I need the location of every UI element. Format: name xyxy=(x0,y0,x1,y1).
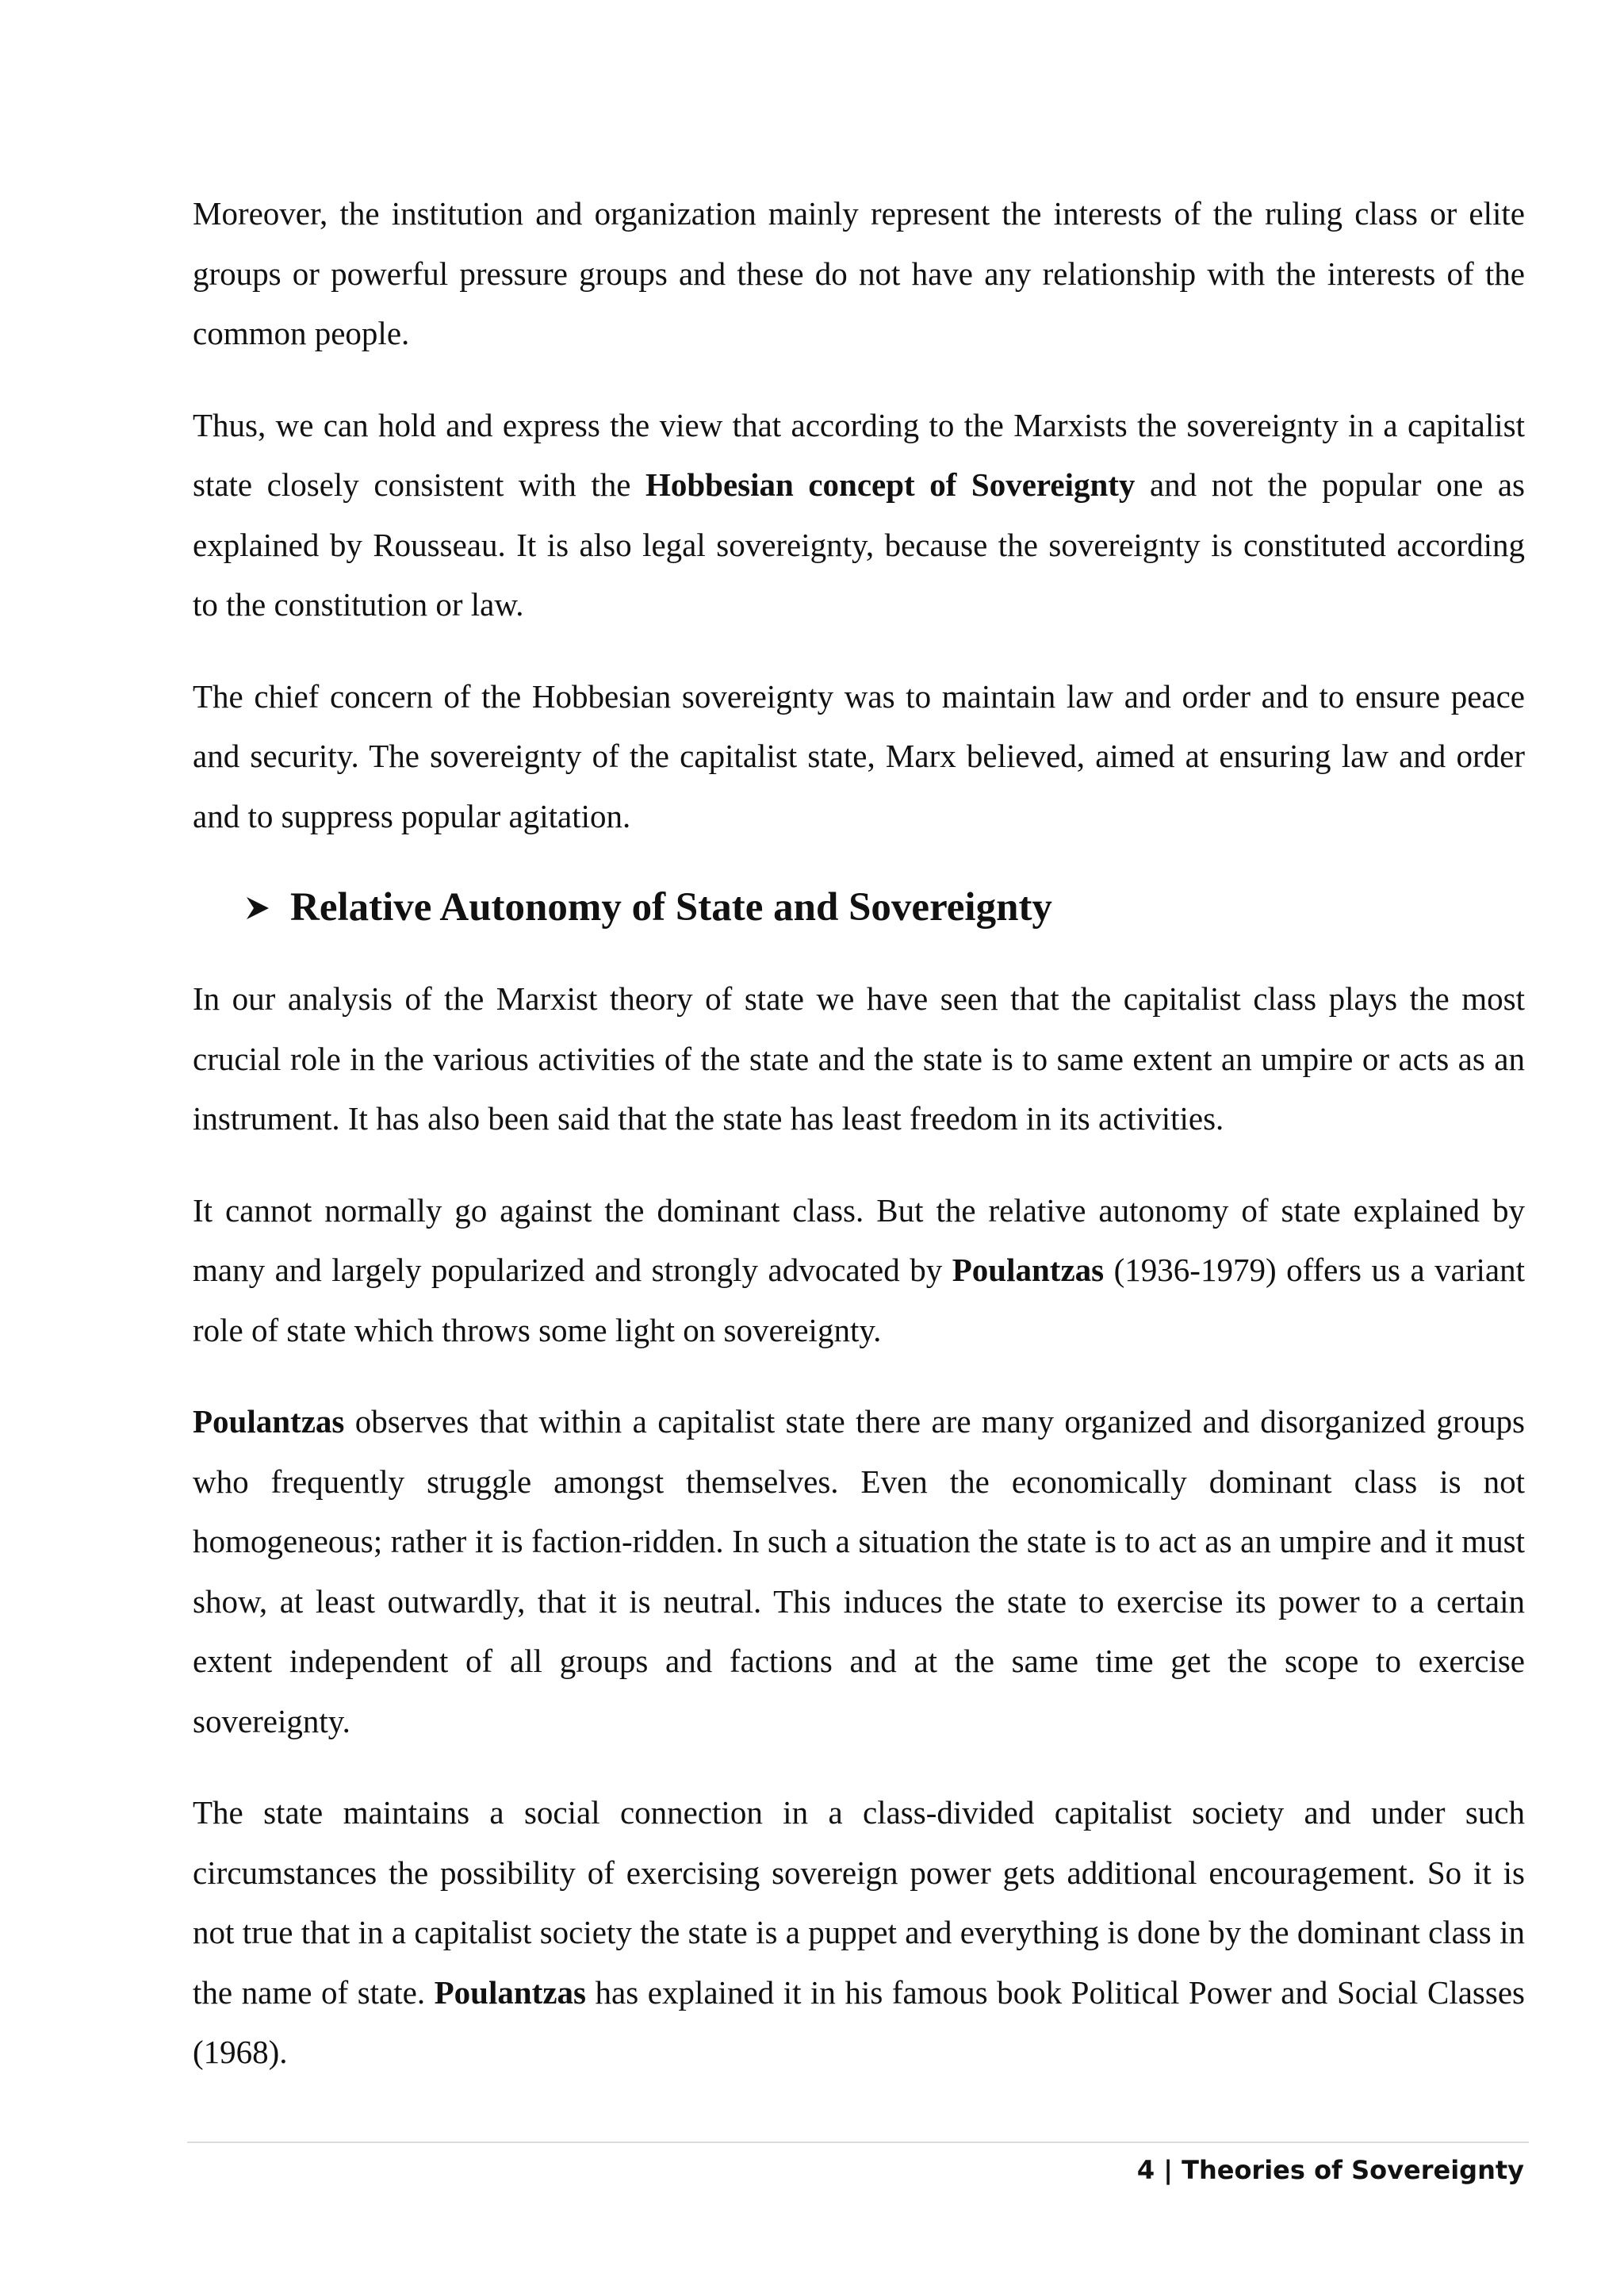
page-body xyxy=(193,184,1525,2115)
footer-title: Theories of Sovereignty xyxy=(1182,2155,1524,2185)
arrow-bullet-icon xyxy=(244,895,271,922)
bold-term: Poulantzas xyxy=(193,1403,345,1440)
paragraph-5: It cannot normally go against the dominant class. But the relative autonomy of state explained by many and largely popularized and strongly advocated by Poulantzas (1936-1979) offers us a variant role of state which throws some light on sovereignty. xyxy=(193,1191,1525,1348)
page-footer xyxy=(1137,2153,1524,2188)
bold-term: Hobbesian concept of Sovereignty xyxy=(645,466,1136,503)
paragraph-1: Moreover, the institution and organization mainly represent the interests of the ruling class or elite groups or powerful pressure groups and these do not have any relationship with the interests of the common people. xyxy=(193,195,1525,351)
paragraph-3: The chief concern of the Hobbesian sovereignty was to maintain law and order and to ensure peace and security. The sovereignty of the capitalist state, Marx believed, aimed at ensuring law and order and to suppress popular agitation. xyxy=(193,677,1525,834)
footer-separator: | xyxy=(1163,2155,1173,2185)
paragraph-4: In our analysis of the Marxist theory of state we have seen that the capitalist class plays the most crucial role in the various activities of the state and the state is to same extent an umpire or acts as an instrument. It has also been said that the state has least freedom in its activities. xyxy=(193,980,1525,1137)
page-number: 4 xyxy=(1136,2155,1155,2185)
paragraph-6: Poulantzas observes that within a capitalist state there are many organized and disorganized groups who frequently struggle amongst themselves. Even the economically dominant class is not homogeneous; rather it is faction-ridden. In such a situation the state is to act as an umpire and it must show, at least outwardly, that it is neutral. This induces the state to exercise its power to a certain extent independent of all groups and factions and at the same time get the scope to exercise sovereignty. xyxy=(193,1403,1525,1739)
section-heading xyxy=(244,878,1525,938)
paragraph-7: The state maintains a social connection in a class-divided capitalist society and under such circumstances the possibility of exercising sovereign power gets additional encouragement. So it is not true that in a capitalist society the state is a puppet and everything is done by the dominant class in the name of state. Poulantzas has explained it in his famous book Political Power and Social Classes (1968). xyxy=(193,1794,1525,2070)
footer-divider xyxy=(187,2142,1529,2143)
section-heading-text: Relative Autonomy of State and Sovereignty xyxy=(290,885,1052,930)
bold-term: Poulantzas xyxy=(434,1973,586,2011)
paragraph-2: Thus, we can hold and express the view that according to the Marxists the sovereignty in a capitalist state closely consistent with the Hobbesian concept of Sovereignty and not the popular one as explained by Rousseau. It is also legal sovereignty, because the sovereignty is constituted according to the constitution or law. xyxy=(193,406,1525,623)
bold-term: Poulantzas xyxy=(952,1252,1105,1288)
